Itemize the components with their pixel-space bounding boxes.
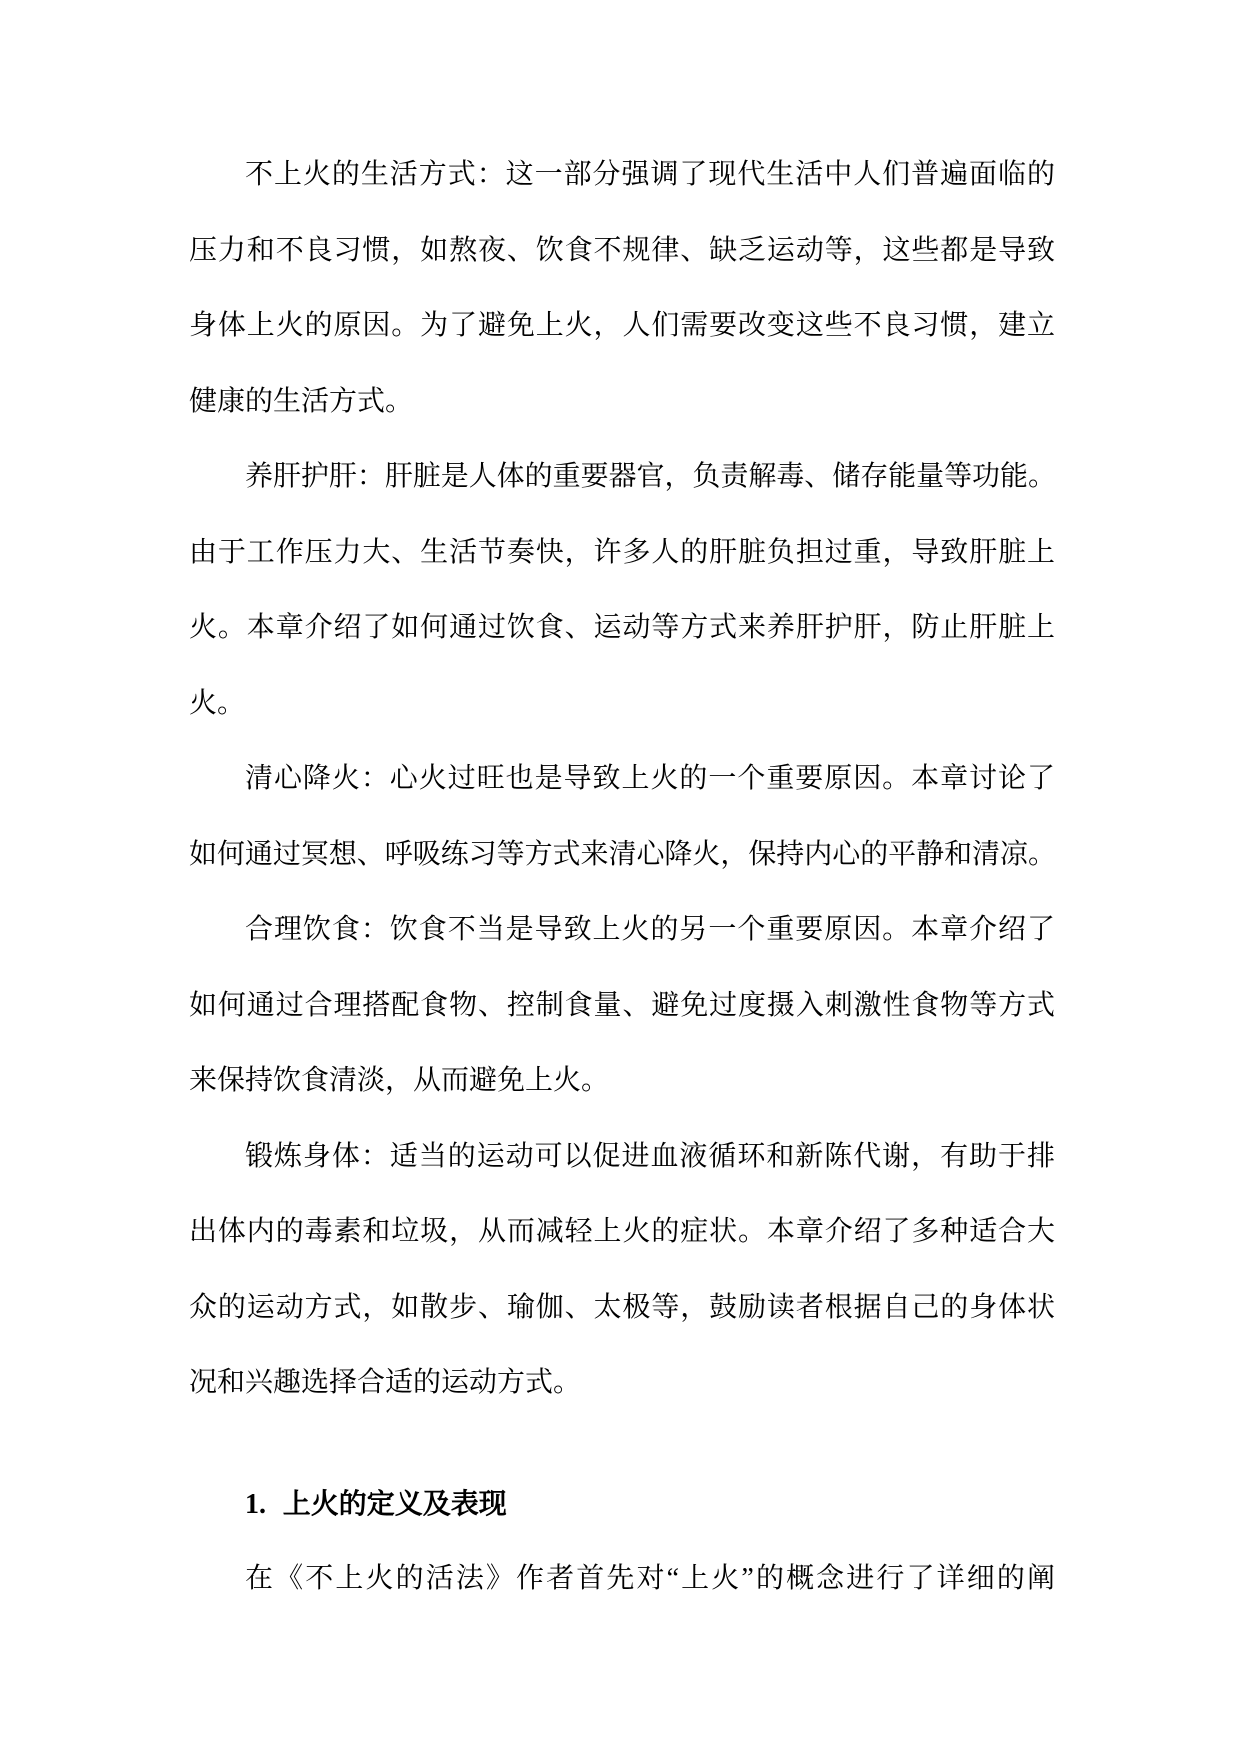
paragraph-definition [189,1541,1055,1617]
text-line: 火。本章介绍了如何通过饮食、运动等方式来养肝护肝，防止肝脏上 [189,612,1055,643]
text-line: 在《不上火的活法》作者首先对“上火”的概念进行了详细的阐 [245,1563,1055,1594]
paragraph-heart-calming [189,741,1055,892]
section-title: 上火的定义及表现 [282,1487,507,1519]
section-number: 1. [245,1488,266,1520]
text-line: 来保持饮食清淡，从而避免上火。 [189,1065,610,1096]
text-line: 出体内的毒素和垃圾，从而减轻上火的症状。本章介绍了多种适合大 [189,1216,1055,1247]
paragraph-liver-care [189,439,1055,741]
text-line: 合理饮食：饮食不当是导致上火的另一个重要原因。本章介绍了 [245,914,1055,945]
text-line: 身体上火的原因。为了避免上火，人们需要改变这些不良习惯，建立 [189,310,1055,341]
text-line: 压力和不良习惯，如熬夜、饮食不规律、缺乏运动等，这些都是导致 [189,234,1055,266]
text-line: 众的运动方式，如散步、瑜伽、太极等，鼓励读者根据自己的身体状 [189,1291,1055,1323]
text-line: 如何通过合理搭配食物、控制食量、避免过度摄入刺激性食物等方式 [189,989,1055,1021]
document-body [189,137,1055,1617]
section-heading [189,1466,1055,1542]
text-line: 由于工作压力大、生活节奏快，许多人的肝脏负担过重，导致肝脏上 [189,536,1055,568]
paragraph-exercise [189,1119,1055,1421]
text-line: 健康的生活方式。 [189,385,414,417]
text-line: 锻炼身体：适当的运动可以促进血液循环和新陈代谢，有助于排 [245,1140,1055,1172]
paragraph-diet [189,892,1055,1119]
text-line: 不上火的生活方式：这一部分强调了现代生活中人们普遍面临的 [245,159,1055,190]
paragraph-lifestyle [189,137,1055,439]
text-line: 如何通过冥想、呼吸练习等方式来清心降火，保持内心的平静和清凉。 [189,838,1055,870]
text-line: 况和兴趣选择合适的运动方式。 [189,1367,582,1398]
text-line: 清心降火：心火过旺也是导致上火的一个重要原因。本章讨论了 [245,763,1055,794]
text-line: 火。 [189,687,246,719]
text-line: 养肝护肝：肝脏是人体的重要器官，负责解毒、储存能量等功能。 [245,461,1055,492]
